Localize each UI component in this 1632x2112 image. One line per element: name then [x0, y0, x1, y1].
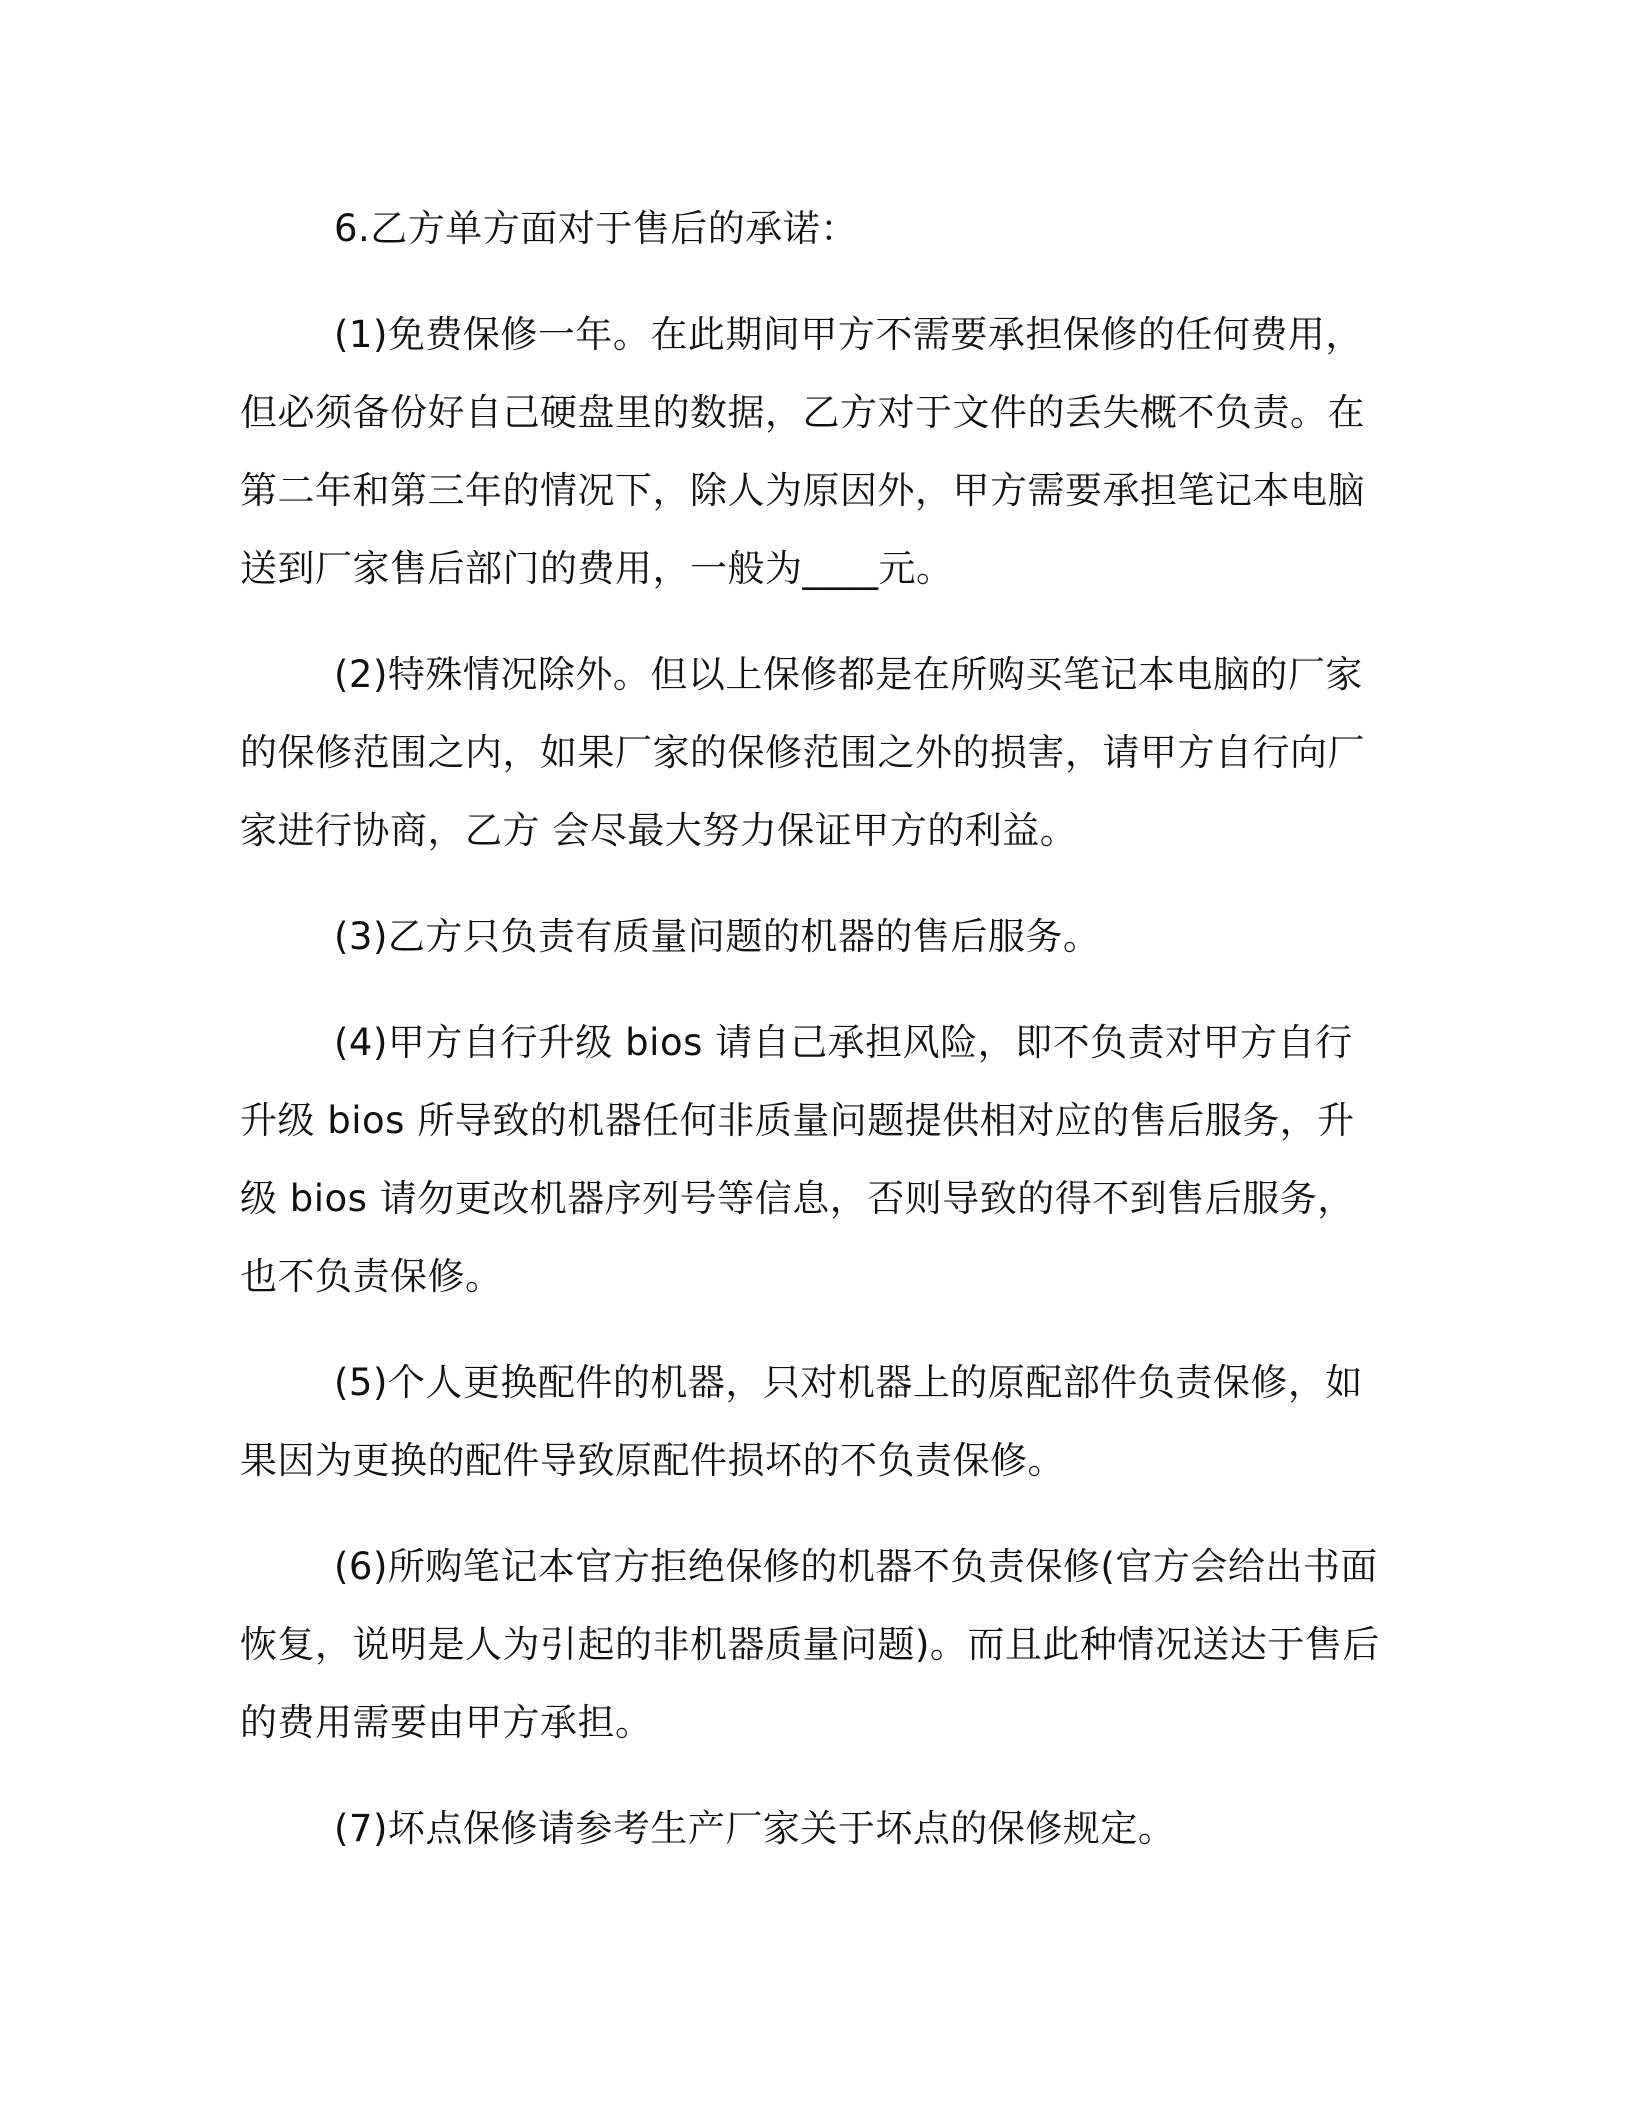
clause-4: (4)甲方自行升级 bios 请自己承担风险，即不负责对甲方自行升级 bios 所导致的机器任何非质量问题提供相对应的售后服务，升级 bios 请勿更改机器序列号等信息，否则导致的得不到售后服务，也不负责保修。: [240, 1021, 1355, 1298]
clause-7: (7)坏点保修请参考生产厂家关于坏点的保修规定。: [334, 1807, 1176, 1850]
section-heading: 6.乙方单方面对于售后的承诺：: [334, 207, 858, 250]
document-page: [240, 190, 1390, 1896]
clause-1: (1)免费保修一年。在此期间甲方不需要承担保修的任何费用，但必须备份好自己硬盘里的数据，乙方对于文件的丢失概不负责。在第二年和第三年的情况下，除人为原因外，甲方需要承担笔记本电脑送到厂家售后部门的费用，一般为____元。: [240, 313, 1365, 590]
clause-2: (2)特殊情况除外。但以上保修都是在所购买笔记本电脑的厂家的保修范围之内，如果厂家的保修范围之外的损害，请甲方自行向厂家进行协商，乙方 会尽最大努力保证甲方的利益。: [240, 653, 1365, 852]
clause-5: (5)个人更换配件的机器，只对机器上的原配部件负责保修，如果因为更换的配件导致原配件损坏的不负责保修。: [240, 1361, 1363, 1482]
clause-6: (6)所购笔记本官方拒绝保修的机器不负责保修(官方会给出书面恢复，说明是人为引起的非机器质量问题)。而且此种情况送达于售后的费用需要由甲方承担。: [240, 1545, 1380, 1744]
clause-3: (3)乙方只负责有质量问题的机器的售后服务。: [334, 915, 1101, 958]
